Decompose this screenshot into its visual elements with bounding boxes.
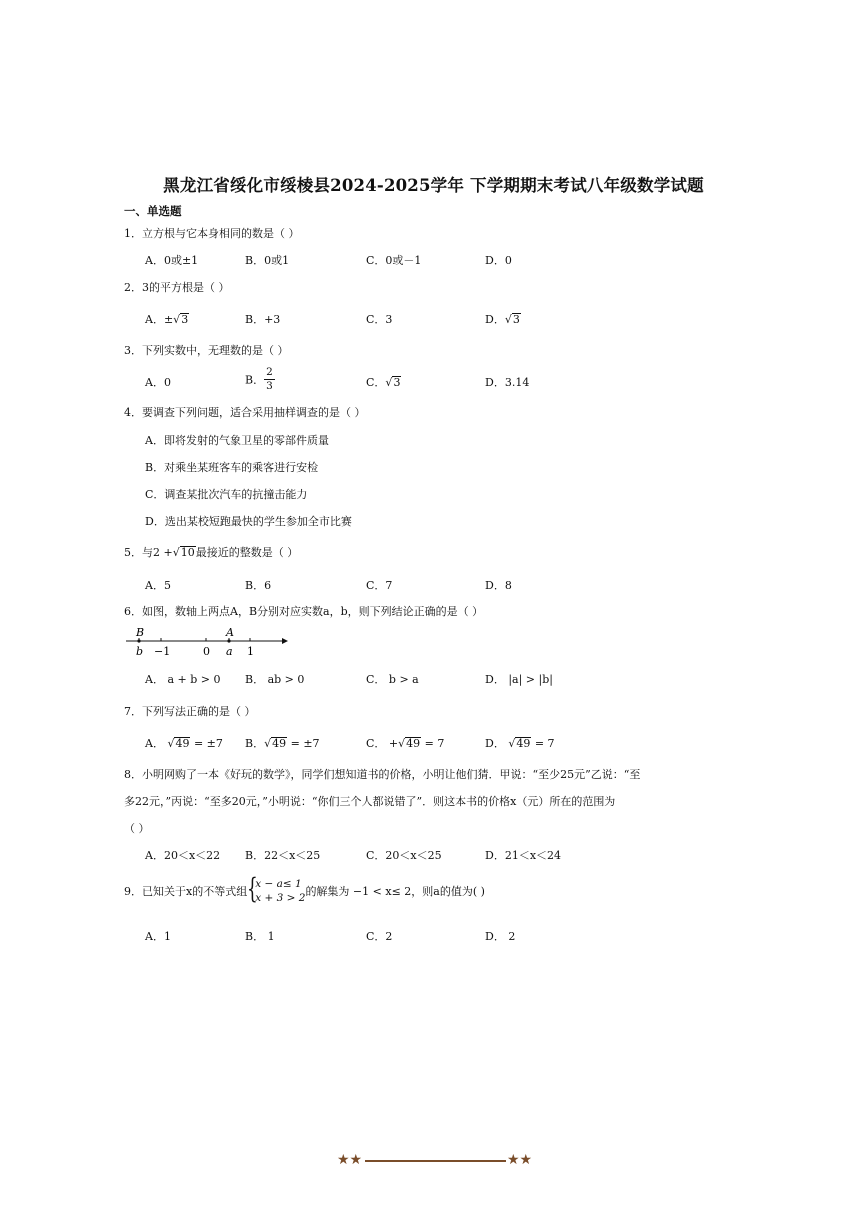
question-2-stem: 2．3的平方根是（ ） (124, 281, 230, 294)
q1-option-a[interactable]: A．0或±1 (145, 254, 199, 267)
q3-option-a[interactable]: A．0 (145, 376, 171, 389)
q2-option-b[interactable]: B．+3 (245, 313, 281, 326)
sqrt-icon: √ (385, 376, 393, 389)
point-b (137, 639, 140, 642)
q7-option-a[interactable] (145, 735, 223, 751)
q6-option-b[interactable]: B． ab > 0 (245, 673, 305, 686)
q7-c-radicand: 49 (406, 737, 421, 750)
question-3-stem: 3．下列实数中，无理数的是（ ） (124, 344, 289, 357)
q2-d-radicand: 3 (512, 313, 520, 326)
point-a (227, 639, 230, 642)
footer-rule (365, 1160, 506, 1162)
q2-option-d[interactable] (485, 311, 521, 327)
brace-icon: { (247, 872, 258, 905)
q5-option-c[interactable]: C．7 (366, 579, 393, 592)
q4-option-d[interactable]: D．选出某校短跑最快的学生参加全市比赛 (145, 515, 352, 528)
q7-b-suffix: = ±7 (287, 737, 320, 750)
sqrt-icon: √ (264, 737, 272, 750)
q3-c-radicand: 3 (393, 376, 401, 389)
question-8-line-3: （ ） (124, 822, 150, 835)
denominator: 3 (266, 380, 273, 392)
sqrt-icon: √ (167, 737, 175, 750)
q4-option-a[interactable]: A．即将发射的气象卫星的零部件质量 (145, 434, 329, 447)
arrow-icon (282, 638, 288, 644)
q7-option-d[interactable] (485, 735, 555, 751)
label-b: b (136, 645, 144, 658)
sqrt-icon: √ (508, 737, 516, 750)
q5-option-b[interactable]: B．6 (245, 579, 272, 592)
q4-option-b[interactable]: B．对乘坐某班客车的乘客进行安检 (145, 461, 319, 474)
q6-option-a[interactable]: A． a + b > 0 (145, 673, 221, 686)
question-7-stem: 7．下列写法正确的是（ ） (124, 705, 256, 718)
q1-option-c[interactable]: C．0或－1 (366, 254, 422, 267)
inequality-2: x + 3 > 2 (255, 892, 306, 904)
q9-option-a[interactable]: A．1 (145, 930, 171, 943)
q7-a-radicand: 49 (175, 737, 190, 750)
q7-option-b[interactable] (245, 735, 320, 751)
q2-option-a[interactable] (145, 311, 189, 327)
label-B: B (136, 626, 145, 639)
q7-option-c[interactable] (366, 735, 444, 751)
q8-option-d[interactable]: D．21＜x＜24 (485, 849, 562, 862)
q6-option-d[interactable]: D． |a| > |b| (485, 673, 553, 686)
q5-stem-suffix: 最接近的整数是（ ） (195, 546, 299, 559)
q3-option-b[interactable] (245, 366, 275, 393)
section-heading: 一、单选题 (124, 204, 182, 218)
q3-option-c[interactable] (366, 374, 401, 390)
label-1: 1 (247, 645, 254, 658)
question-8-line-1: 8．小明网购了一本《好玩的数学》，同学们想知道书的价格，小明让他们猜．甲说：“至少25元”乙说：“至 (124, 768, 641, 781)
numerator: 2 (266, 366, 273, 378)
q2-d-prefix: D． (485, 313, 505, 326)
footer-ornament (337, 1150, 533, 1170)
q3-c-prefix: C． (366, 376, 386, 389)
question-8-line-2: 多22元，”丙说：“至多20元，”小明说：“你们三个人都说错了”．则这本书的价格x（元）所在的范围为 (124, 795, 616, 808)
inequality-system (247, 872, 306, 905)
q5-option-d[interactable]: D．8 (485, 579, 512, 592)
q7-c-prefix: C． + (366, 737, 399, 750)
star-icon: ★★ (507, 1152, 533, 1168)
q8-option-a[interactable]: A．20＜x＜22 (145, 849, 221, 862)
question-4-stem: 4．要调查下列问题，适合采用抽样调查的是（ ） (124, 406, 366, 419)
q1-option-d[interactable]: D．0 (485, 254, 512, 267)
sqrt-icon: √ (504, 313, 512, 326)
q7-d-suffix: = 7 (531, 737, 555, 750)
label-minus-1: −1 (154, 645, 171, 658)
q7-a-prefix: A． (145, 737, 168, 750)
q9-option-c[interactable]: C．2 (366, 930, 393, 943)
q7-a-suffix: = ±7 (190, 737, 223, 750)
label-A: A (226, 626, 234, 639)
question-5-stem (124, 544, 298, 560)
q3-option-d[interactable]: D．3.14 (485, 376, 530, 389)
q9-stem-prefix: 9．已知关于x的不等式组 (124, 885, 248, 898)
question-1-stem: 1．立方根与它本身相同的数是（ ） (124, 227, 300, 240)
q7-b-prefix: B． (245, 737, 265, 750)
q1-option-b[interactable]: B．0或1 (245, 254, 290, 267)
q2-option-c[interactable]: C．3 (366, 313, 393, 326)
star-icon: ★★ (337, 1152, 363, 1168)
sqrt-icon: √ (173, 313, 181, 326)
q7-d-radicand: 49 (516, 737, 531, 750)
exam-title: 黑龙江省绥化市绥棱县2024-2025学年 下学期期末考试八年级数学试题 (163, 176, 704, 195)
q9-option-b[interactable]: B． 1 (245, 930, 275, 943)
fraction (264, 366, 275, 393)
q5-stem-prefix: 5．与2 + (124, 546, 173, 559)
q8-option-b[interactable]: B．22＜x＜25 (245, 849, 321, 862)
inequality-1: x − a≤ 1 (255, 878, 302, 890)
q9-stem-suffix: 的解集为 −1 < x≤ 2，则a的值为( ) (305, 885, 485, 898)
label-0: 0 (203, 645, 210, 658)
q4-option-c[interactable]: C．调查某批次汽车的抗撞击能力 (145, 488, 308, 501)
q7-d-prefix: D． (485, 737, 509, 750)
sqrt-icon: √ (172, 546, 180, 559)
q5-option-a[interactable]: A．5 (145, 579, 171, 592)
question-9-stem (124, 872, 485, 905)
q7-c-suffix: = 7 (421, 737, 445, 750)
q2-a-prefix: A．± (145, 313, 174, 326)
q7-b-radicand: 49 (272, 737, 287, 750)
q6-option-c[interactable]: C． b > a (366, 673, 419, 686)
q2-a-radicand: 3 (181, 313, 189, 326)
label-a: a (226, 645, 233, 658)
q3-b-prefix: B． (245, 373, 265, 387)
q9-option-d[interactable]: D． 2 (485, 930, 516, 943)
question-6-stem: 6．如图，数轴上两点A，B分别对应实数a，b，则下列结论正确的是（ ） (124, 605, 484, 618)
number-line-figure (122, 624, 292, 658)
q5-radicand: 10 (180, 546, 195, 559)
sqrt-icon: √ (398, 737, 406, 750)
q8-option-c[interactable]: C．20＜x＜25 (366, 849, 442, 862)
